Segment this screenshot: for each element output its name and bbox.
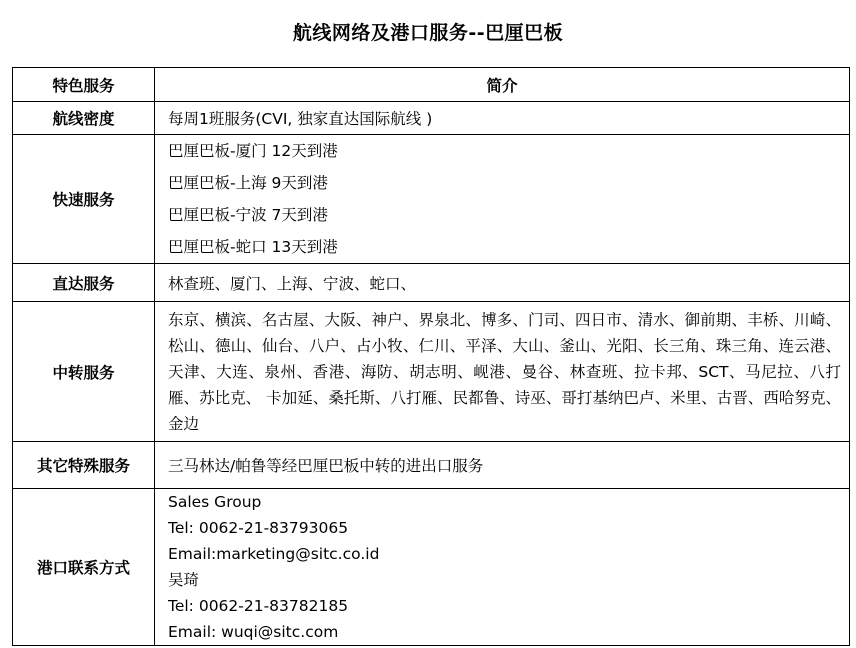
- contact-group-phone: Tel: 0062-21-83793065: [168, 519, 349, 537]
- fast-route-xiamen: 巴厘巴板-厦门 12天到港: [168, 142, 338, 160]
- fast-route-ningbo: 巴厘巴板-宁波 7天到港: [168, 206, 328, 224]
- table-header-row: [13, 68, 850, 102]
- desc-fast-service: [155, 135, 850, 264]
- service-table: [12, 67, 850, 646]
- desc-route-density: 每周1班服务(CVI, 独家直达国际航线 ): [155, 102, 850, 135]
- desc-other-service: 三马林达/帕鲁等经巴厘巴板中转的进出口服务: [155, 442, 850, 489]
- feature-transit-service: 中转服务: [13, 302, 155, 442]
- table-row-transit-service: [13, 302, 850, 442]
- desc-direct-service: 林查班、厦门、上海、宁波、蛇口、: [155, 264, 850, 302]
- table-row-other-service: [13, 442, 850, 489]
- contact-person-name: 吴琦: [168, 571, 200, 589]
- table-row-direct-service: [13, 264, 850, 302]
- table-row-route-density: [13, 102, 850, 135]
- fast-route-shekou: 巴厘巴板-蛇口 13天到港: [168, 238, 338, 256]
- header-description: 简介: [155, 68, 850, 102]
- header-feature: 特色服务: [13, 68, 155, 102]
- contact-group-name: Sales Group: [168, 493, 262, 511]
- feature-other-service: 其它特殊服务: [13, 442, 155, 489]
- table-row-port-contact: [13, 489, 850, 646]
- table-row-fast-service: [13, 135, 850, 264]
- feature-route-density: 航线密度: [13, 102, 155, 135]
- feature-fast-service: 快速服务: [13, 135, 155, 264]
- desc-transit-service: [155, 302, 850, 442]
- feature-port-contact: 港口联系方式: [13, 489, 155, 646]
- contact-person-email: Email: wuqi@sitc.com: [168, 623, 339, 641]
- feature-direct-service: 直达服务: [13, 264, 155, 302]
- page-title: 航线网络及港口服务--巴厘巴板: [292, 22, 564, 44]
- desc-port-contact: [155, 489, 850, 646]
- contact-group-email: Email:marketing@sitc.co.id: [168, 545, 380, 563]
- transit-port-list: 东京、横滨、名古屋、大阪、神户、界泉北、博多、门司、四日市、清水、御前期、丰桥、川崎、松山、德山、仙台、八户、占小牧、仁川、平泽、大山、釜山、光阳、长三角、珠三角、连云港、天津、大连、泉州、香港、海防、胡志明、岘港、曼谷、林查班、拉卡邦、SCT、马尼拉、八打雁、苏比克、 卡加延、桑托斯、八打雁、民都鲁、诗巫、哥打基纳巴卢、米里、古晋、西哈努克、金边: [168, 310, 841, 433]
- fast-route-shanghai: 巴厘巴板-上海 9天到港: [168, 174, 328, 192]
- contact-person-phone: Tel: 0062-21-83782185: [168, 597, 349, 615]
